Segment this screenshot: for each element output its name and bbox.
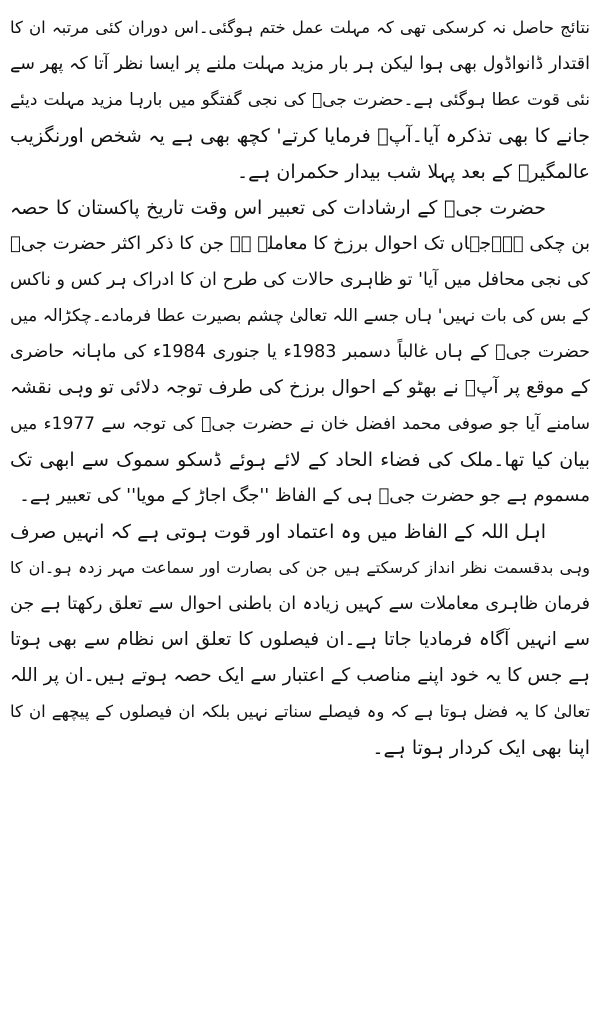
text-line: نئی قوت عطا ہوگئی ہے۔حضرت جیؒ کی نجی گفتگو میں بارہا مزید مہلت دیئے xyxy=(10,90,590,110)
text-line: اپنا بھی ایک کردار ہوتا ہے۔ xyxy=(372,737,590,759)
text-line: جانے کا بھی تذکرہ آیا۔آپؒ فرمایا کرتے' کچھ بھی ہے یہ شخص اورنگزیب xyxy=(10,125,590,147)
text-line: مسموم ہے جو حضرت جیؒ ہی کے الفاظ ''جگ اجاڑ کے مویا'' کی تعبیر ہے۔ xyxy=(19,485,590,506)
text-line: بن چکی ہے۔جہاں تک احوال برزخ کا معاملہ ہے جن کا ذکر اکثر حضرت جیؒ xyxy=(10,233,590,254)
text-line: کے بس کی بات نہیں' ہاں جسے اللہ تعالیٰ چشم بصیرت عطا فرمادے۔چکڑالہ میں xyxy=(10,306,590,326)
text-line: سے انہیں آگاہ فرمادیا جاتا ہے۔ان فیصلوں کا تعلق اس نظام سے بھی ہوتا xyxy=(10,629,590,650)
paragraph-1 xyxy=(10,10,590,190)
text-line: بیان کیا تھا۔ملک کی فضاء الحاد کے لائے ہوئے ڈسکو سموک سے ابھی تک xyxy=(10,449,590,471)
text-line: کے موقع پر آپؒ نے بھٹو کے احوال برزخ کی طرف توجہ دلائی تو وہی نقشہ xyxy=(10,377,590,398)
text-line: عالمگیرؒ کے بعد پہلا شب بیدار حکمران ہے۔ xyxy=(236,161,590,183)
paragraph-2 xyxy=(10,190,590,514)
text-line: اہل اللہ کے الفاظ میں وہ اعتماد اور قوت ہوتی ہے کہ انہیں صرف xyxy=(10,521,546,543)
text-line: حضرت جیؒ کے ارشادات کی تعبیر اس وقت تاریخ پاکستان کا حصہ xyxy=(10,197,546,219)
text-line: نتائج حاصل نہ کرسکی تھی کہ مہلت عمل ختم ہوگئی۔اس دوران کئی مرتبہ ان کا xyxy=(10,18,590,37)
text-line: کی نجی محافل میں آیا' تو ظاہری حالات کی طرح ان کا ادراک ہر کس و ناکس xyxy=(10,270,590,290)
paragraph-3 xyxy=(10,514,590,766)
text-line: فرمان ظاہری معاملات سے کہیں زیادہ ان باطنی احوال سے تعلق رکھتا ہے جن xyxy=(10,594,590,614)
text-line: حضرت جیؒ کے ہاں غالباً دسمبر 1983ء یا جنوری 1984ء کی ماہانہ حاضری xyxy=(10,342,590,362)
text-line: سامنے آیا جو صوفی محمد افضل خان نے حضرت جیؒ کی توجہ سے 1977ء میں xyxy=(10,414,590,434)
text-line: ہے جس کا یہ خود اپنے مناصب کے اعتبار سے ایک حصہ ہوتے ہیں۔ان پر اللہ xyxy=(10,665,590,686)
text-line: وہی بدقسمت نظر انداز کرسکتے ہیں جن کی بصارت اور سماعت مہر زدہ ہو۔ان کا xyxy=(10,558,590,577)
text-line: اقتدار ڈانواڈول بھی ہوا لیکن ہر بار مزید مہلت ملنے پر ایسا نظر آتا کہ پھر سے xyxy=(10,54,590,74)
text-line: تعالیٰ کا یہ فضل ہوتا ہے کہ وہ فیصلے سناتے نہیں بلکہ ان فیصلوں کے پیچھے ان کا xyxy=(10,702,590,721)
